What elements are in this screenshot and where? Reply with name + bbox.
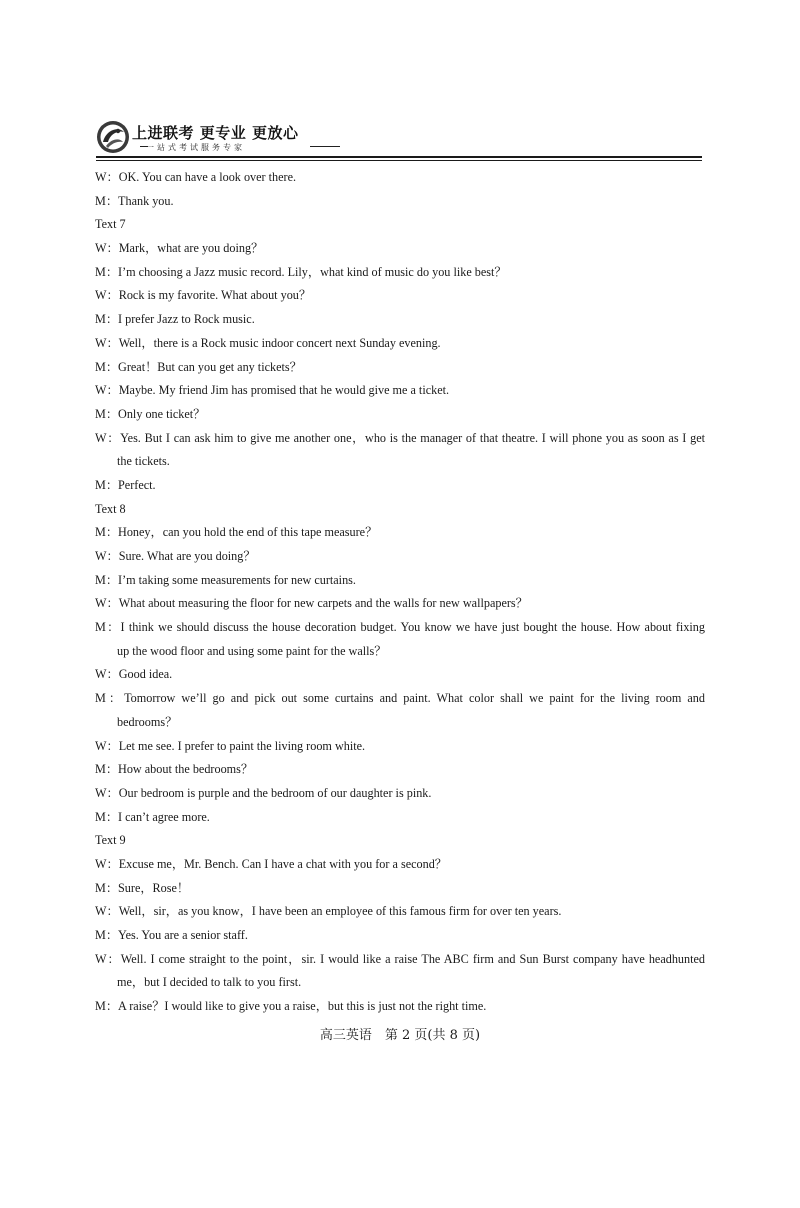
dialogue-line-continuation [95,640,705,664]
line-text: bedrooms？ [117,714,178,729]
dialogue-line [95,569,705,593]
line-text: I’m choosing a Jazz music record. Lily，what kind of music do you like best？ [118,264,507,279]
line-text: I think we should discuss the house decoration budget. You know we have just bought the house. How about fixing [120,620,705,635]
header-subtitle: 一站式考试服务专家 [146,143,245,152]
line-text: How about the bedrooms？ [118,762,254,777]
line-text: Excuse me，Mr. Bench. Can I have a chat with you for a second？ [118,856,447,871]
dialogue-line [95,190,705,214]
line-text: Thank you. [118,193,174,208]
speaker-separator: ： [105,572,119,587]
speaker-separator: ： [106,241,119,256]
line-text: Great！But can you get any tickets？ [118,359,302,374]
line-text: Sure，Rose！ [118,880,190,895]
dialogue-line [95,261,705,285]
speaker-separator: ： [106,785,119,800]
line-text: I can’t agree more. [118,809,210,824]
speaker-label: M [95,620,106,635]
dialogue-line [95,237,705,261]
dialogue-line [95,758,705,782]
line-text: me，but I decided to talk to you first. [117,975,302,990]
line-text: Well，sir，as you know，I have been an employee of this famous firm for over ten years. [118,904,562,919]
speaker-separator: ： [106,856,119,871]
line-text: Sure. What are you doing？ [118,549,256,563]
line-text: Only one ticket？ [118,406,206,421]
speaker-label: M [95,809,106,824]
speaker-separator: ： [105,193,119,208]
speaker-separator: ： [105,809,119,824]
line-text: OK. You can have a look over there. [118,170,297,184]
line-text: What about measuring the floor for new carpets and the walls for new wallpapers？ [118,596,528,611]
line-text: the tickets. [117,454,170,469]
speaker-separator: ： [105,620,121,635]
speaker-separator: ： [106,549,119,563]
dialogue-line-continuation [95,971,705,995]
line-text: Yes. You are a senior staff. [118,928,248,942]
speaker-label: M [95,999,106,1014]
speaker-label: W [95,335,107,350]
header-rule-thin [96,160,702,161]
dialogue-line [95,474,705,498]
line-text: Our bedroom is purple and the bedroom of our daughter is pink. [118,785,432,800]
speaker-label: M [95,762,106,777]
line-text: Let me see. I prefer to paint the living room white. [118,738,366,753]
line-text: Perfect. [118,477,156,492]
line-text: Yes. But I can ask him to give me another one，who is the manager of that theatre. I will phone you as soon as I get [120,430,705,445]
speaker-label: W [95,549,107,563]
dialogue-line [95,900,705,924]
speaker-separator: ： [105,359,119,374]
dialogue-line [95,663,705,687]
speaker-label: M [95,928,106,942]
dialogue-line [95,995,705,1019]
dialogue-line [95,687,705,711]
speaker-separator: ： [105,525,119,540]
dialogue-line [95,806,705,830]
dialogue-line [95,521,705,545]
page-footer: 高三英语 第 2 页(共 8 页) [319,1028,481,1043]
line-text: Honey，can you hold the end of this tape measure？ [118,525,378,540]
speaker-label: W [95,904,107,919]
dialogue-line [95,403,705,427]
page-header [96,118,702,160]
line-text: Mark，what are you doing？ [118,241,264,256]
speaker-separator: ： [106,170,119,184]
logo-icon [96,120,130,154]
speaker-label: W [95,596,107,611]
speaker-separator: ： [106,335,119,350]
speaker-separator: ： [106,738,119,753]
line-text: Rock is my favorite. What about you？ [118,288,312,303]
speaker-separator: ： [106,951,121,966]
dialogue-transcript [95,166,705,1019]
speaker-separator: ： [106,288,119,303]
speaker-separator: ： [106,383,119,398]
speaker-label: W [95,738,107,753]
dialogue-line-continuation [95,711,705,735]
line-text: Text 8 [95,501,126,516]
header-slogan: 上进联考 更专业 更放心 [132,124,299,142]
speaker-label: M [95,525,106,540]
speaker-separator: ： [106,904,119,919]
dialogue-line [95,592,705,616]
speaker-label: M [95,477,106,492]
section-heading [95,213,705,237]
speaker-label: W [95,856,107,871]
dialogue-line [95,948,705,972]
dialogue-line [95,308,705,332]
header-rule-thick [96,156,702,158]
speaker-separator: ： [106,430,121,445]
speaker-separator: ： [105,477,119,492]
speaker-label: M [95,406,106,421]
dialogue-line-continuation [95,450,705,474]
speaker-label: M [95,359,106,374]
line-text: Text 9 [95,833,126,848]
dialogue-line [95,853,705,877]
line-text: A raise？I would like to give you a raise，but this is just not the right time. [118,999,487,1014]
line-text: up the wood floor and using some paint for the walls？ [117,643,387,658]
speaker-label: W [95,383,107,398]
dialogue-line [95,616,705,640]
speaker-separator: ： [105,406,119,421]
speaker-separator: ： [105,880,119,895]
speaker-label: W [95,241,107,256]
speaker-separator: ： [105,691,125,706]
speaker-label: W [95,951,107,966]
speaker-label: M [95,572,106,587]
speaker-label: W [95,170,107,184]
speaker-separator: ： [106,667,119,682]
line-text: Good idea. [118,667,173,682]
speaker-separator: ： [105,264,119,279]
speaker-label: W [95,667,107,682]
dialogue-line [95,545,705,569]
speaker-label: M [95,880,106,895]
dialogue-line [95,427,705,451]
dialogue-line [95,924,705,948]
header-subtitle-rule-right [310,146,340,147]
line-text: I prefer Jazz to Rock music. [118,312,255,327]
section-heading [95,829,705,853]
dialogue-line [95,877,705,901]
speaker-label: M [95,264,106,279]
line-text: Well. I come straight to the point，sir. I would like a raise The ABC firm and Sun Burst company have headhunted [120,951,706,966]
speaker-separator: ： [106,596,119,611]
speaker-separator: ： [105,928,119,942]
dialogue-line [95,379,705,403]
speaker-separator: ： [105,999,119,1014]
speaker-label: M [95,691,106,706]
line-text: Maybe. My friend Jim has promised that he would give me a ticket. [118,383,450,398]
speaker-label: M [95,312,106,327]
dialogue-line [95,782,705,806]
line-text: Text 7 [95,217,126,232]
dialogue-line [95,356,705,380]
section-heading [95,498,705,522]
line-text: I’m taking some measurements for new curtains. [118,572,356,587]
dialogue-line [95,284,705,308]
speaker-label: M [95,193,106,208]
dialogue-line [95,735,705,759]
speaker-label: W [95,288,107,303]
dialogue-line [95,166,705,190]
line-text: Tomorrow we’ll go and pick out some curtains and paint. What color shall we paint for the living room and [124,691,705,706]
speaker-label: W [95,430,107,445]
speaker-separator: ： [105,312,119,327]
speaker-label: W [95,785,107,800]
dialogue-line [95,332,705,356]
speaker-separator: ： [105,762,119,777]
line-text: Well，there is a Rock music indoor concert next Sunday evening. [118,335,441,350]
